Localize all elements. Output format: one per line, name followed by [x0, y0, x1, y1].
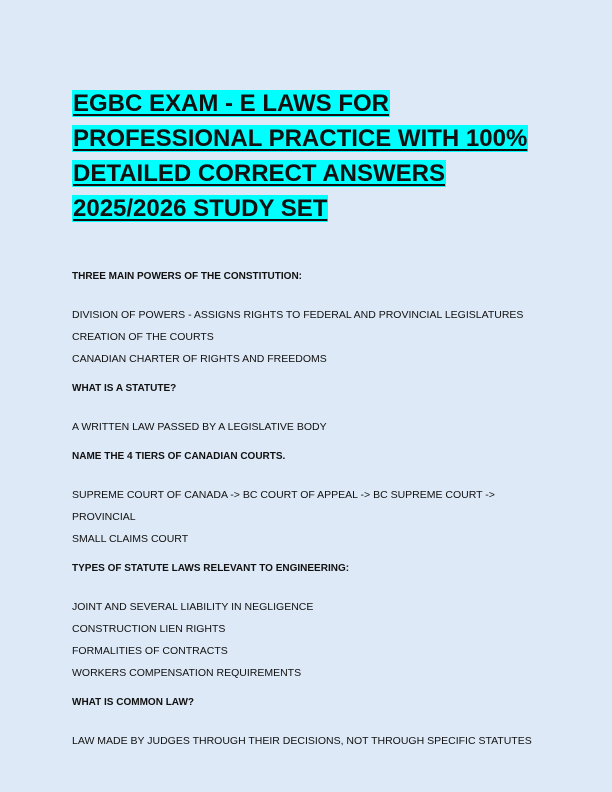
answer: [72, 484, 552, 550]
answer: [72, 730, 552, 752]
qa-block-4: [72, 562, 552, 684]
answer-line: JOINT AND SEVERAL LIABILITY IN NEGLIGENCE: [72, 601, 314, 613]
answer-line: CONSTRUCTION LIEN RIGHTS: [72, 623, 226, 635]
question: NAME THE 4 TIERS OF CANADIAN COURTS.: [72, 451, 286, 462]
qa-block-5: [72, 696, 552, 752]
qa-block-2: [72, 382, 552, 438]
answer: [72, 416, 552, 438]
qa-block-1: [72, 270, 552, 370]
question: TYPES OF STATUTE LAWS RELEVANT TO ENGINEERING:: [72, 563, 350, 574]
question: WHAT IS A STATUTE?: [72, 383, 177, 394]
answer-line: CANADIAN CHARTER OF RIGHTS AND FREEDOMS: [72, 353, 327, 365]
answer-line: FORMALITIES OF CONTRACTS: [72, 645, 228, 657]
answer-line: SMALL CLAIMS COURT: [72, 533, 189, 545]
answer-line: LAW MADE BY JUDGES THROUGH THEIR DECISIONS, NOT THROUGH SPECIFIC STATUTES: [72, 735, 532, 747]
question: WHAT IS COMMON LAW?: [72, 697, 195, 708]
answer-line: WORKERS COMPENSATION REQUIREMENTS: [72, 667, 302, 679]
answer-line: SUPREME COURT OF CANADA -> BC COURT OF APPEAL -> BC SUPREME COURT -> PROVINCIAL: [72, 489, 495, 523]
answer-line: A WRITTEN LAW PASSED BY A LEGISLATIVE BODY: [72, 421, 327, 433]
answer: [72, 596, 552, 684]
question: THREE MAIN POWERS OF THE CONSTITUTION:: [72, 271, 302, 282]
answer-line: CREATION OF THE COURTS: [72, 331, 214, 343]
answer-line: DIVISION OF POWERS - ASSIGNS RIGHTS TO FEDERAL AND PROVINCIAL LEGISLATURES: [72, 309, 524, 321]
title-highlight: EGBC EXAM - E LAWS FOR PROFESSIONAL PRACTICE WITH 100% DETAILED CORRECT ANSWERS 2025/2026 STUDY SET: [73, 90, 528, 222]
answer: [72, 304, 552, 370]
qa-block-3: [72, 450, 552, 550]
document-title: [72, 86, 552, 226]
